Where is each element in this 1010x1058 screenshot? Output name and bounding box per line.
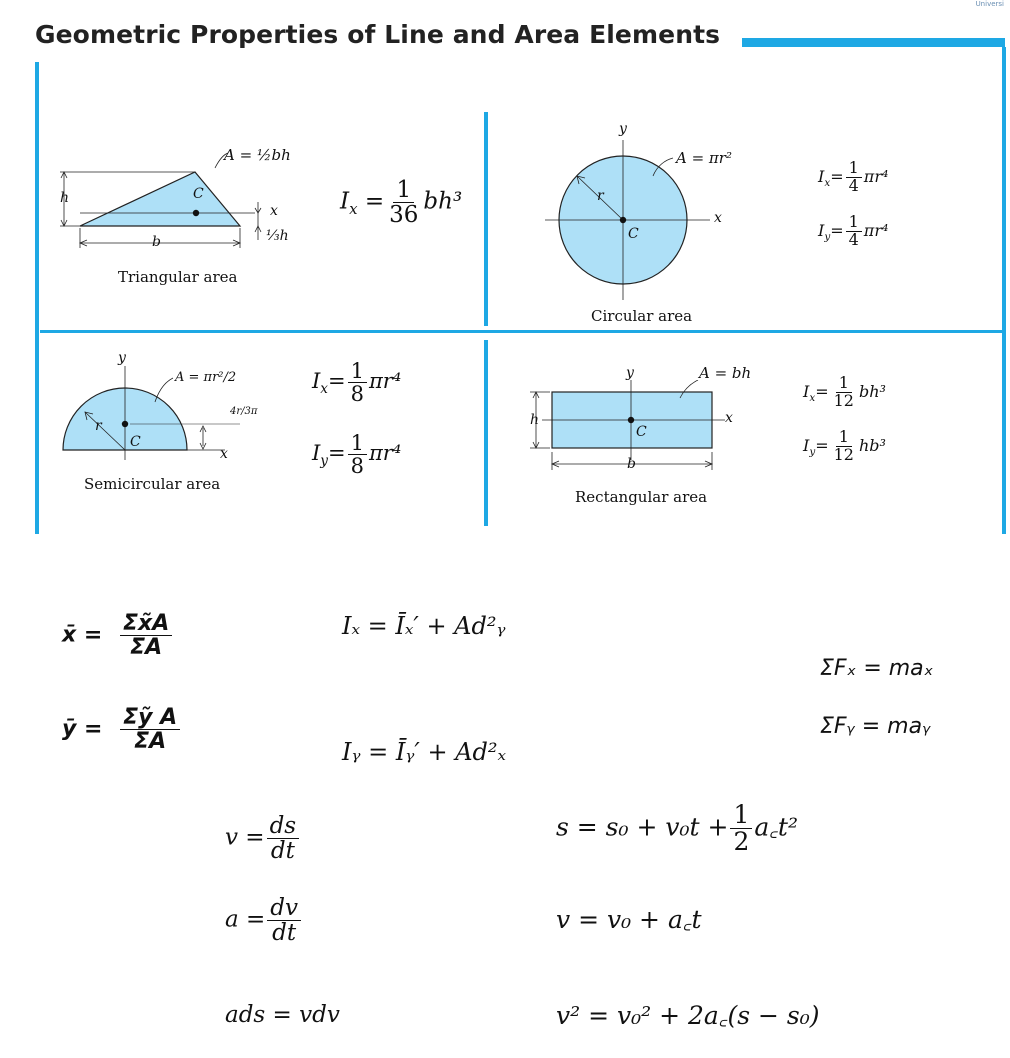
formula-ads: ads = vdv xyxy=(225,1002,340,1028)
triangle-centroid: C xyxy=(193,186,204,202)
formula-velocity-squared: v² = v₀² + 2a꜀(s − s₀) xyxy=(556,1001,820,1030)
page-title: Geometric Properties of Line and Area Elements xyxy=(35,20,721,49)
formula-velocity-const-accel: v = v₀ + a꜀t xyxy=(556,905,702,934)
semicircle-axis-y: y xyxy=(118,350,126,366)
rectangle-area-label: A = bh xyxy=(699,364,752,382)
circle-axis-x: x xyxy=(714,210,722,226)
formula-xbar: x̄ = $\frac{\Sigma x̃A}{\Sigma A}$ xyxy=(62,612,174,659)
title-accent-bar xyxy=(742,38,1005,47)
corner-tag: Universi xyxy=(975,0,1004,8)
formula-force-x: ΣFₓ = maₓ xyxy=(820,656,934,681)
semicircle-caption: Semicircular area xyxy=(84,475,221,493)
semicircle-moment-iy: $I_y=$ $\frac{1}{8}$ πr⁴ xyxy=(312,431,402,479)
triangle-dim-third: ⅓h xyxy=(266,228,289,244)
circle-moment-ix: $I_x=$ $\frac{1}{4}$ πr⁴ xyxy=(818,158,889,195)
rectangle-dim-b: b xyxy=(627,456,636,472)
semicircle-area-label: A = πr²/2 xyxy=(175,370,237,385)
semicircle-radius: r xyxy=(95,418,102,434)
formula-position-const-accel: s = s₀ + v₀t + $\frac{1}{2}$ a꜀t² xyxy=(556,800,798,857)
rectangle-moment-ix: $I_x=$ $\frac{1}{12}$ bh³ xyxy=(803,373,886,410)
triangle-area-label: A = ½bh xyxy=(224,146,291,164)
rectangle-caption: Rectangular area xyxy=(575,488,708,506)
frame-horizontal-divider xyxy=(40,330,1002,333)
circle-centroid: C xyxy=(628,226,639,242)
triangle-axis-x: x xyxy=(270,203,278,219)
frame-middle-divider-bottom xyxy=(484,340,488,526)
circle-radius: r xyxy=(597,188,604,204)
formula-ybar: ȳ = $\frac{\text{Σỹ A}}{\Sigma A}$ xyxy=(62,706,182,753)
triangle-moment-ix: $I_x$ = $\frac{1}{36}$ bh³ xyxy=(340,177,463,229)
triangle-dim-b: b xyxy=(152,234,161,250)
circle-moment-iy: $I_y=$ $\frac{1}{4}$ πr⁴ xyxy=(818,212,889,249)
rectangle-moment-iy: $I_y=$ $\frac{1}{12}$ hb³ xyxy=(803,427,886,464)
semicircle-axis-x: x xyxy=(220,446,228,462)
frame-right-border xyxy=(1002,47,1006,534)
rectangle-axis-x: x xyxy=(725,410,733,426)
triangle-caption: Triangular area xyxy=(118,268,238,286)
formula-velocity: v = $\frac{ds}{dt}$ xyxy=(225,814,301,863)
circle-area-label: A = πr² xyxy=(676,149,732,167)
semicircle-moment-ix: $I_x=$ $\frac{1}{8}$ πr⁴ xyxy=(312,359,402,407)
circle-caption: Circular area xyxy=(591,307,693,325)
rectangle-dim-h: h xyxy=(530,412,540,428)
frame-middle-divider-top xyxy=(484,112,488,326)
formula-force-y: ΣFᵧ = maᵧ xyxy=(820,714,931,739)
rectangle-centroid: C xyxy=(636,424,647,440)
triangle-dim-h: h xyxy=(60,190,70,206)
formula-parallel-axis-x: Iₓ = Īₓ′ + Ad²ᵧ xyxy=(342,612,506,640)
formula-parallel-axis-y: Iᵧ = Īᵧ′ + Ad²ₓ xyxy=(342,738,507,766)
formula-acceleration: a = $\frac{dv}{dt}$ xyxy=(225,896,303,945)
semicircle-dim: 4r/3π xyxy=(230,406,258,417)
semicircle-centroid: C xyxy=(130,434,141,450)
frame-left-border xyxy=(35,62,39,534)
circle-axis-y: y xyxy=(619,121,627,137)
rectangle-axis-y: y xyxy=(626,365,634,381)
